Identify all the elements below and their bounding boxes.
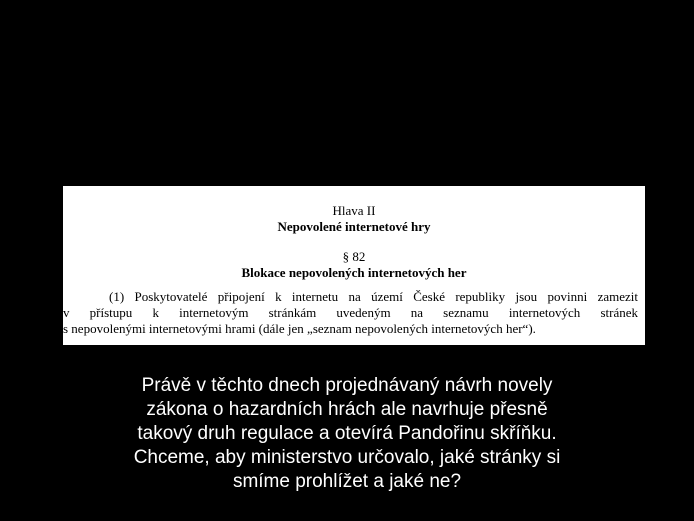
paragraph-line-3: s nepovolenými internetovými hrami (dále jen „seznam nepovolených internetových her“). — [63, 321, 536, 336]
section-title: Blokace nepovolených internetových her — [241, 265, 467, 280]
paragraph-line-1: (1) Poskytovatelé připojení k internetu na území České republiky jsou povinni zamezit — [109, 289, 638, 304]
caption-line-3: takový druh regulace a otevírá Pandořinu skříňku. — [137, 423, 557, 444]
paragraph-line-2: v přístupu k internetovým stránkám uvedeným na seznamu internetových stránek — [63, 305, 638, 320]
chapter-heading: Hlava II — [332, 203, 376, 218]
law-paragraph — [63, 289, 645, 337]
slide-caption — [90, 374, 604, 494]
caption-line-5: smíme prohlížet a jaké ne? — [232, 471, 462, 492]
caption-line-4: Chceme, aby ministerstvo určovalo, jaké stránky si — [133, 447, 561, 468]
caption-line-1: Právě v těchto dnech projednávaný návrh novely — [141, 375, 553, 396]
caption-line-2: zákona o hazardních hrách ale navrhuje přesně — [146, 399, 548, 420]
law-excerpt-image — [63, 186, 645, 345]
section-number: § 82 — [342, 249, 366, 264]
chapter-title: Nepovolené internetové hry — [277, 219, 431, 234]
